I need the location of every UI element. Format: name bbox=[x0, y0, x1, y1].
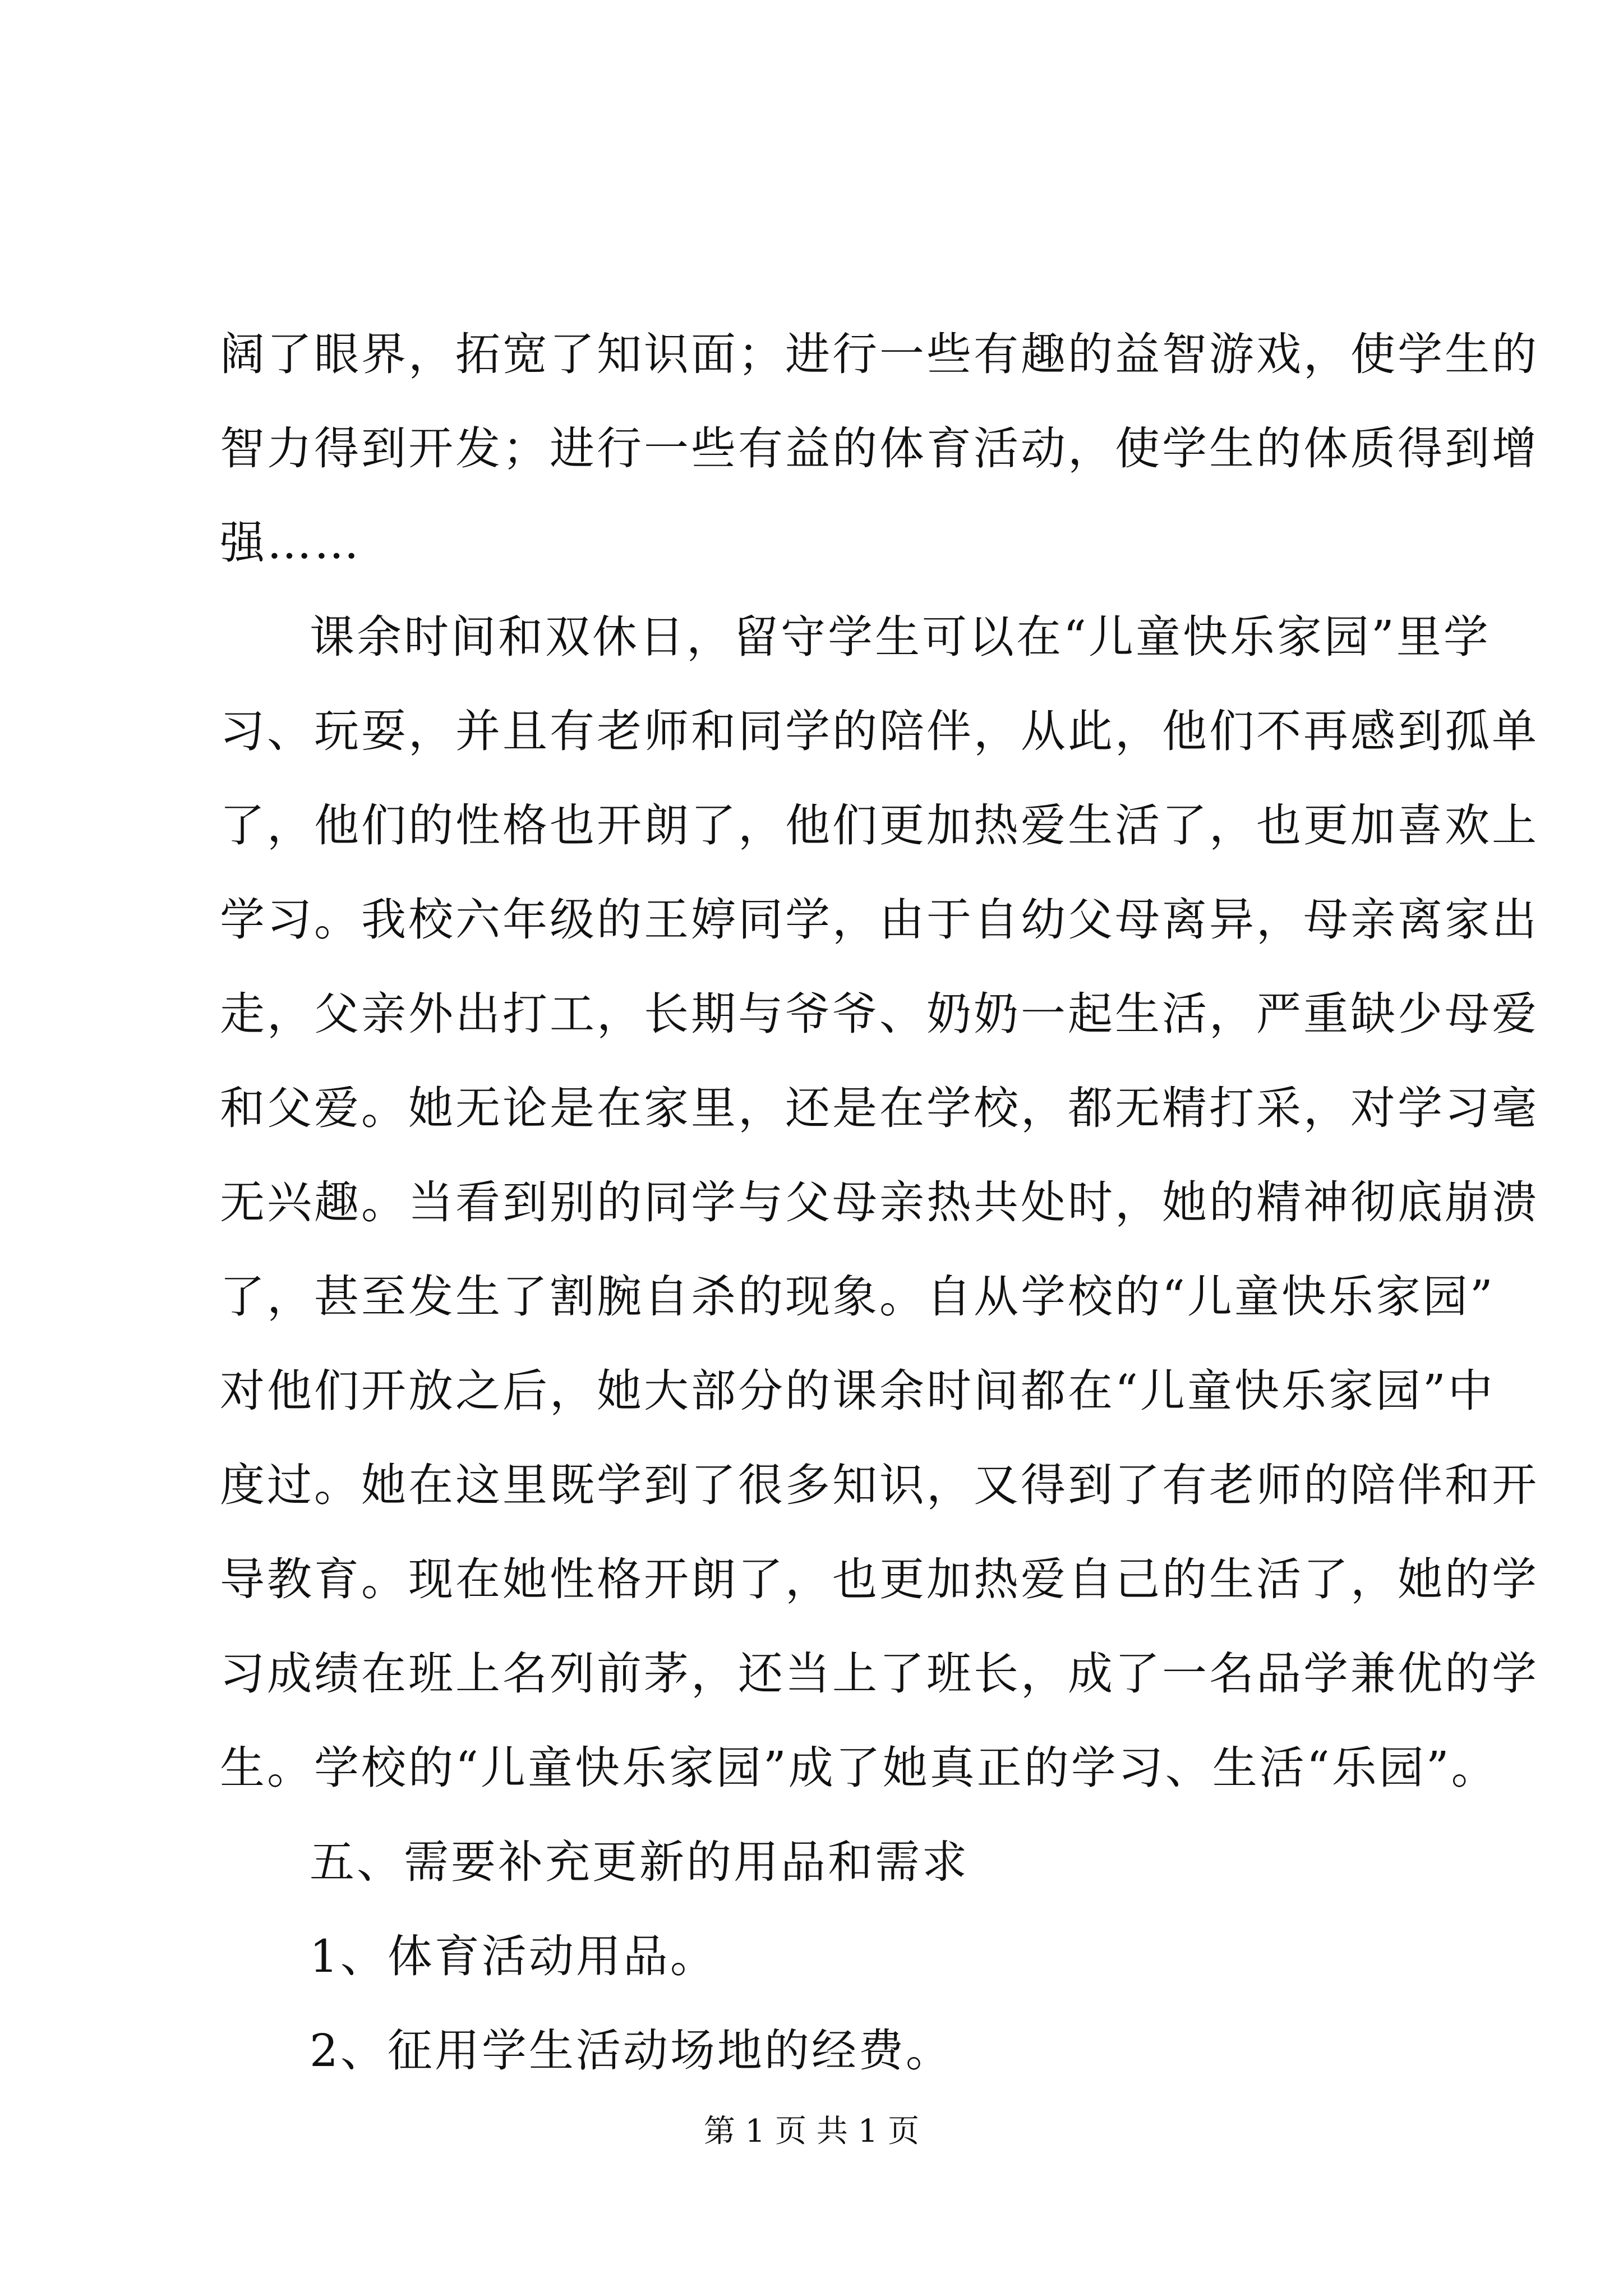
list-item: 1、体育活动用品。 bbox=[310, 1930, 717, 1982]
text-line: 生。学校的“儿童快乐家园”成了她真正的学习、生活“乐园”。 bbox=[220, 1742, 1498, 1794]
list-item: 2、征用学生活动场地的经费。 bbox=[310, 2024, 953, 2077]
text-line: 习、玩耍，并且有老师和同学的陪伴，从此，他们不再感到孤单 bbox=[220, 705, 1539, 757]
text-line: 学习。我校六年级的王婷同学，由于自幼父母离异，母亲离家出 bbox=[220, 894, 1539, 946]
text-line: 强…… bbox=[220, 517, 361, 569]
text-line: 导教育。现在她性格开朗了，也更加热爱自己的生活了，她的学 bbox=[220, 1553, 1539, 1605]
text-line: 和父爱。她无论是在家里，还是在学校，都无精打采，对学习毫 bbox=[220, 1082, 1539, 1134]
text-line: 度过。她在这里既学到了很多知识，又得到了有老师的陪伴和开 bbox=[220, 1459, 1539, 1511]
section-heading: 五、需要补充更新的用品和需求 bbox=[310, 1836, 969, 1888]
document-body bbox=[220, 307, 1539, 2098]
text-line: 阔了眼界，拓宽了知识面；进行一些有趣的益智游戏，使学生的 bbox=[220, 328, 1539, 380]
page-footer: 第 1 页 共 1 页 bbox=[703, 2113, 920, 2150]
text-line: 智力得到开发；进行一些有益的体育活动，使学生的体质得到增 bbox=[220, 422, 1539, 475]
text-line: 走，父亲外出打工，长期与爷爷、奶奶一起生活，严重缺少母爱 bbox=[220, 988, 1539, 1040]
text-line: 无兴趣。当看到别的同学与父母亲热共处时，她的精神彻底崩溃 bbox=[220, 1176, 1539, 1228]
text-line: 了，他们的性格也开朗了，他们更加热爱生活了，也更加喜欢上 bbox=[220, 799, 1539, 852]
paragraph-start-line: 课余时间和双休日，留守学生可以在“儿童快乐家园”里学 bbox=[310, 611, 1491, 663]
text-line: 对他们开放之后，她大部分的课余时间都在“儿童快乐家园”中 bbox=[220, 1365, 1495, 1417]
text-line: 习成绩在班上名列前茅，还当上了班长，成了一名品学兼优的学 bbox=[220, 1648, 1539, 1700]
text-line: 了，甚至发生了割腕自杀的现象。自从学校的“儿童快乐家园” bbox=[220, 1271, 1495, 1323]
